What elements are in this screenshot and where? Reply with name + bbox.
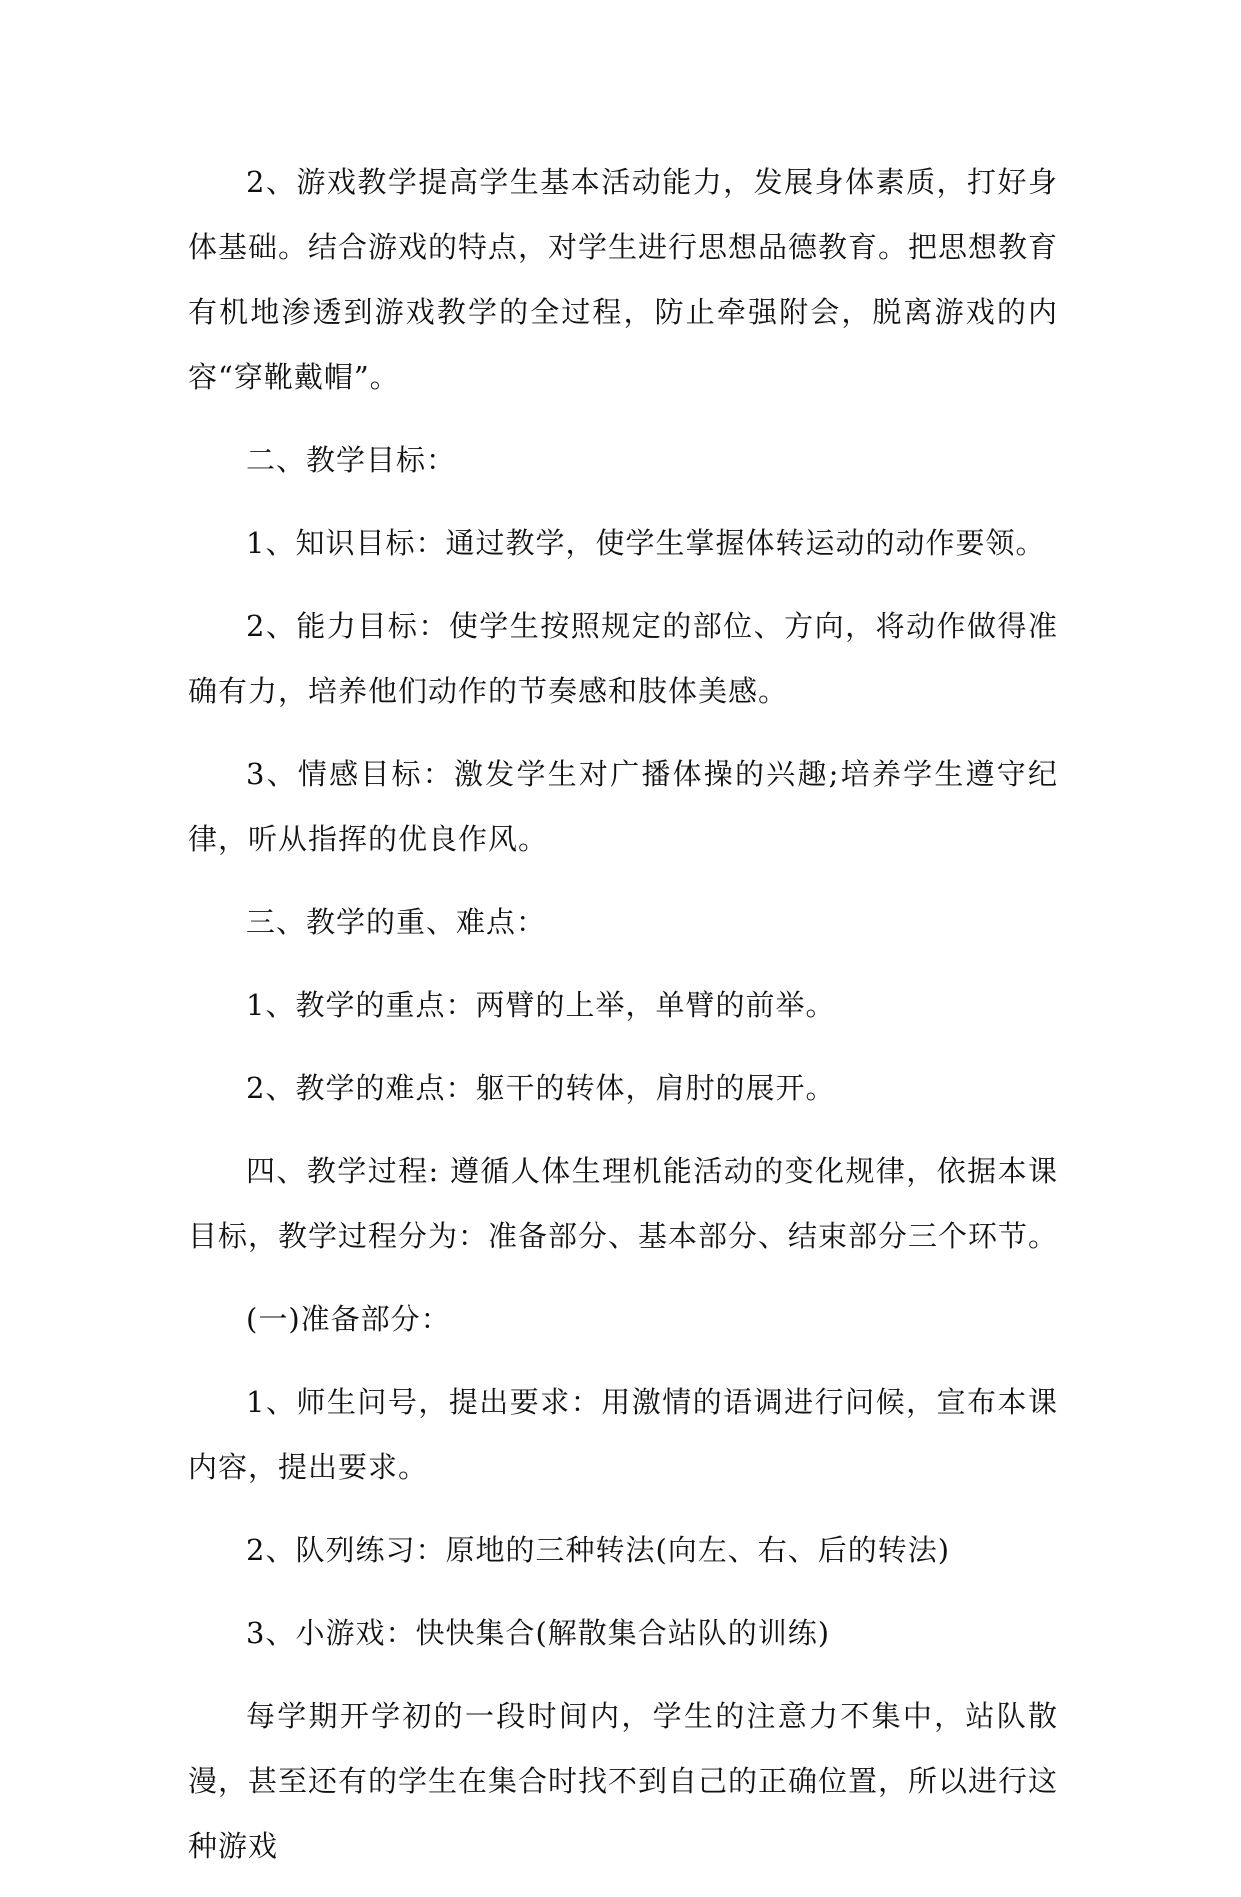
paragraph-small-game: 3、小游戏：快快集合(解散集合站队的训练) <box>246 1616 831 1650</box>
paragraph-knowledge-goal: 1、知识目标：通过教学，使学生掌握体转运动的动作要领。 <box>246 526 1046 560</box>
heading-key-points: 三、教学的重、难点： <box>246 905 547 939</box>
heading-teaching-goals: 二、教学目标： <box>246 443 457 477</box>
heading-preparation-part: (一)准备部分： <box>246 1302 451 1336</box>
paragraph-semester-start: 每学期开学初的一段时间内，学生的注意力不集中，站队散漫，甚至还有的学生在集合时找不到自己的正确位置，所以进行这种游戏 <box>188 1699 1059 1863</box>
paragraph-emotion-goal: 3、情感目标：激发学生对广播体操的兴趣;培养学生遵守纪律，听从指挥的优良作风。 <box>188 757 1058 856</box>
document-body <box>188 150 1058 1897</box>
paragraph-ability-goal: 2、能力目标：使学生按照规定的部位、方向，将动作做得准确有力，培养他们动作的节奏感和肢体美感。 <box>188 609 1058 708</box>
paragraph-greeting: 1、师生问号，提出要求：用激情的语调进行问候，宣布本课内容，提出要求。 <box>188 1385 1058 1484</box>
paragraph-difficult-point: 2、教学的难点：躯干的转体，肩肘的展开。 <box>246 1071 836 1105</box>
paragraph-game-teaching: 2、游戏教学提高学生基本活动能力，发展身体素质，打好身体基础。结合游戏的特点，对学生进行思想品德教育。把思想教育有机地渗透到游戏教学的全过程，防止牵强附会，脱离游戏的内容“穿靴戴帽”。 <box>188 165 1059 394</box>
paragraph-drill-practice: 2、队列练习：原地的三种转法(向左、右、后的转法) <box>246 1533 951 1567</box>
heading-teaching-process: 四、教学过程: 遵循人体生理机能活动的变化规律，依据本课目标，教学过程分为：准备部分、基本部分、结束部分三个环节。 <box>188 1154 1059 1253</box>
paragraph-key-point: 1、教学的重点：两臂的上举，单臂的前举。 <box>246 988 836 1022</box>
